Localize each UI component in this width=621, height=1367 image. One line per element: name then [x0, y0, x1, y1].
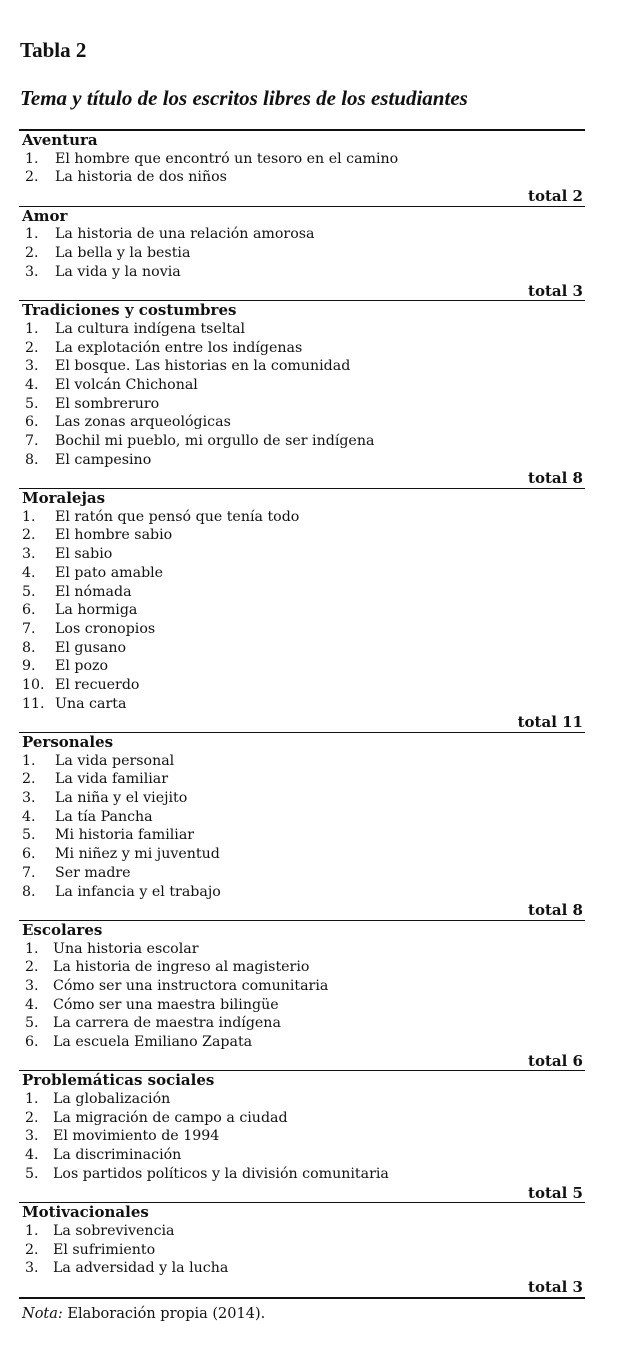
- item-number: 1.: [22, 508, 36, 525]
- item-title: La historia de dos niños: [55, 169, 227, 186]
- list-item: [19, 864, 585, 883]
- item-title: Una historia escolar: [53, 940, 199, 957]
- item-number: 10.: [22, 676, 45, 693]
- list-item: [19, 413, 585, 432]
- item-title: La bella y la bestia: [55, 245, 191, 262]
- item-number: 2.: [25, 959, 39, 976]
- list-item: [19, 168, 585, 187]
- item-number: 1.: [25, 1091, 39, 1108]
- table-section: [19, 488, 585, 732]
- table-section: [19, 300, 585, 488]
- note-text: Elaboración propia (2014).: [62, 1306, 266, 1322]
- item-number: 2.: [22, 771, 36, 788]
- item-title: Cómo ser una instructora comunitaria: [53, 977, 329, 994]
- table-section: [19, 206, 585, 300]
- list-item: [19, 263, 585, 282]
- list-item: [19, 1222, 585, 1241]
- item-title: Ser madre: [55, 864, 131, 881]
- list-item: [19, 1033, 585, 1052]
- list-item: [19, 657, 585, 676]
- item-number: 2.: [25, 339, 39, 356]
- table-label: Tabla 2: [20, 38, 87, 62]
- list-item: [19, 940, 585, 959]
- item-number: 8.: [22, 883, 36, 900]
- item-title: Bochil mi pueblo, mi orgullo de ser indígena: [55, 433, 375, 449]
- table-section: [19, 1202, 585, 1296]
- item-number: 7.: [25, 433, 39, 449]
- list-item: [19, 545, 585, 564]
- item-title: La historia de ingreso al magisterio: [53, 959, 310, 976]
- list-item: [19, 639, 585, 658]
- item-number: 6.: [22, 846, 36, 863]
- section-total: total 11: [517, 713, 583, 732]
- item-title: La historia de una relación amorosa: [55, 226, 315, 243]
- item-number: 7.: [22, 864, 36, 881]
- item-title: El campesino: [55, 451, 152, 468]
- item-number: 3.: [25, 1128, 39, 1145]
- item-title: El hombre que encontró un tesoro en el camino: [55, 150, 399, 167]
- list-item: [19, 977, 585, 996]
- item-title: La hormiga: [55, 602, 138, 619]
- item-title: La vida familiar: [55, 771, 169, 788]
- list-item: [19, 320, 585, 339]
- item-title: Mi niñez y mi juventud: [55, 846, 220, 863]
- item-number: 4.: [25, 996, 39, 1013]
- item-title: La globalización: [53, 1091, 171, 1108]
- item-number: 2.: [25, 1241, 39, 1258]
- section-total: total 3: [528, 1277, 583, 1296]
- category-heading: Escolares: [22, 920, 103, 939]
- item-number: 3.: [25, 1260, 39, 1277]
- list-item: [19, 770, 585, 789]
- item-title: El bosque. Las historias en la comunidad: [55, 358, 351, 375]
- item-number: 1.: [25, 320, 39, 337]
- item-title: La tía Pancha: [55, 808, 153, 825]
- item-title: La infancia y el trabajo: [55, 883, 221, 900]
- list-item: [19, 451, 585, 470]
- section-total: total 8: [528, 901, 583, 920]
- item-title: Los cronopios: [55, 620, 156, 637]
- item-number: 2.: [25, 245, 39, 262]
- list-item: [19, 996, 585, 1015]
- section-total: total 5: [528, 1183, 583, 1202]
- item-title: El volcán Chichonal: [55, 376, 198, 393]
- item-number: 6.: [25, 1034, 39, 1050]
- item-number: 5.: [22, 827, 36, 844]
- category-heading: Personales: [22, 733, 114, 751]
- item-title: La carrera de maestra indígena: [53, 1015, 281, 1032]
- title-list: [19, 1090, 585, 1183]
- list-item: [19, 432, 585, 451]
- item-number: 11.: [22, 695, 45, 712]
- list-item: [19, 845, 585, 864]
- list-item: [19, 1090, 585, 1109]
- item-title: La vida personal: [55, 752, 175, 769]
- category-heading: Motivacionales: [22, 1203, 149, 1222]
- category-heading: Aventura: [22, 131, 98, 149]
- list-item: [19, 1109, 585, 1128]
- note-label: Nota:: [22, 1306, 63, 1322]
- item-title: El ratón que pensó que tenía todo: [55, 508, 300, 525]
- item-title: La cultura indígena tseltal: [55, 320, 246, 337]
- table-section: [19, 131, 585, 206]
- list-item: [19, 564, 585, 583]
- item-title: La escuela Emiliano Zapata: [53, 1034, 253, 1050]
- item-number: 3.: [25, 358, 39, 375]
- title-list: [19, 225, 585, 281]
- item-number: 4.: [22, 808, 36, 825]
- themes-table: [19, 129, 585, 1299]
- section-total: total 8: [528, 469, 583, 488]
- list-item: [19, 376, 585, 395]
- list-item: [19, 601, 585, 620]
- list-item: [19, 826, 585, 845]
- item-number: 1.: [25, 940, 39, 957]
- list-item: [19, 357, 585, 376]
- item-number: 9.: [22, 658, 36, 675]
- list-item: [19, 695, 585, 714]
- section-total: total 3: [528, 281, 583, 300]
- item-title: El sufrimiento: [53, 1241, 156, 1258]
- title-list: [19, 508, 585, 714]
- item-number: 5.: [25, 395, 39, 412]
- item-title: El gusano: [55, 639, 127, 656]
- item-number: 3.: [22, 790, 36, 807]
- title-list: [19, 1222, 585, 1278]
- category-heading: Moralejas: [22, 489, 106, 508]
- item-title: El recuerdo: [55, 676, 140, 693]
- item-number: 3.: [25, 263, 39, 280]
- item-title: La niña y el viejito: [55, 790, 188, 807]
- category-heading: Tradiciones y costumbres: [22, 301, 237, 320]
- list-item: [19, 676, 585, 695]
- item-title: La adversidad y la lucha: [53, 1260, 229, 1277]
- title-list: [19, 940, 585, 1052]
- item-title: La migración de campo a ciudad: [53, 1109, 288, 1126]
- item-title: La explotación entre los indígenas: [55, 339, 303, 356]
- list-item: [19, 752, 585, 771]
- item-number: 6.: [25, 414, 39, 431]
- table-section: [19, 732, 585, 920]
- list-item: [19, 395, 585, 414]
- item-title: El pato amable: [55, 564, 164, 581]
- item-title: Cómo ser una maestra bilingüe: [53, 996, 279, 1013]
- list-item: [19, 1127, 585, 1146]
- list-item: [19, 883, 585, 902]
- list-item: [19, 526, 585, 545]
- item-title: La discriminación: [53, 1147, 182, 1164]
- item-number: 7.: [22, 620, 36, 637]
- list-item: [19, 1259, 585, 1278]
- item-title: El nómada: [55, 583, 132, 600]
- table-title: Tema y título de los escritos libres de los estudiantes: [20, 86, 468, 110]
- title-list: [19, 752, 585, 902]
- item-number: 6.: [22, 602, 36, 619]
- item-number: 2.: [22, 527, 36, 544]
- item-title: El pozo: [55, 658, 109, 675]
- list-item: [19, 225, 585, 244]
- item-title: La vida y la novia: [55, 263, 181, 280]
- list-item: [19, 1165, 585, 1184]
- item-number: 1.: [25, 1222, 39, 1239]
- item-title: Mi historia familiar: [55, 827, 195, 844]
- list-item: [19, 150, 585, 169]
- item-title: El sombreruro: [55, 395, 160, 412]
- item-number: 3.: [22, 546, 36, 563]
- table-section: [19, 1070, 585, 1202]
- category-heading: Amor: [22, 206, 68, 225]
- list-item: [19, 244, 585, 263]
- list-item: [19, 789, 585, 808]
- item-number: 1.: [25, 150, 39, 167]
- table-section: [19, 920, 585, 1071]
- item-number: 2.: [25, 169, 39, 186]
- item-number: 4.: [22, 564, 36, 581]
- category-heading: Problemáticas sociales: [22, 1071, 215, 1090]
- item-number: 4.: [25, 1147, 39, 1164]
- list-item: [19, 1014, 585, 1033]
- item-title: Las zonas arqueológicas: [55, 414, 231, 431]
- item-title: Los partidos políticos y la división comunitaria: [53, 1165, 389, 1182]
- item-number: 1.: [25, 226, 39, 243]
- item-number: 4.: [25, 376, 39, 393]
- list-item: [19, 620, 585, 639]
- item-number: 2.: [25, 1109, 39, 1126]
- section-total: total 2: [528, 187, 583, 206]
- item-number: 3.: [25, 977, 39, 994]
- item-title: La sobrevivencia: [53, 1222, 175, 1239]
- list-item: [19, 1241, 585, 1260]
- list-item: [19, 339, 585, 358]
- table-note: [22, 1306, 265, 1322]
- list-item: [19, 958, 585, 977]
- list-item: [19, 583, 585, 602]
- item-number: 5.: [25, 1165, 39, 1182]
- list-item: [19, 808, 585, 827]
- item-number: 8.: [25, 451, 39, 468]
- item-title: El movimiento de 1994: [53, 1128, 220, 1145]
- item-title: Una carta: [55, 695, 127, 712]
- item-title: El sabio: [55, 546, 113, 563]
- item-number: 5.: [25, 1015, 39, 1032]
- list-item: [19, 508, 585, 527]
- item-title: El hombre sabio: [55, 527, 173, 544]
- item-number: 8.: [22, 639, 36, 656]
- item-number: 1.: [22, 752, 36, 769]
- item-number: 5.: [22, 583, 36, 600]
- title-list: [19, 150, 585, 187]
- section-total: total 6: [528, 1051, 583, 1070]
- title-list: [19, 320, 585, 470]
- list-item: [19, 1146, 585, 1165]
